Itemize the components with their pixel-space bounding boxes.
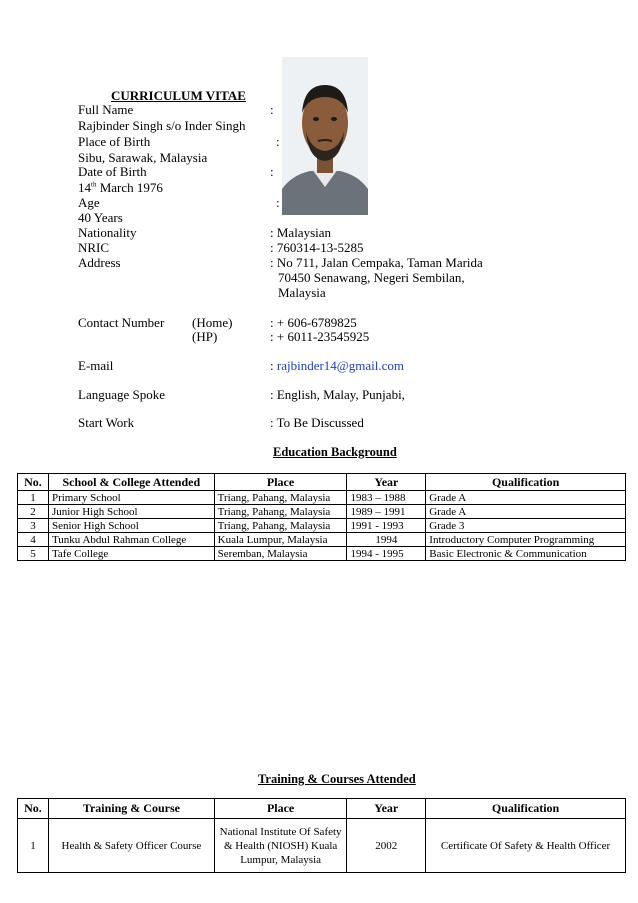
cell-qualification: Grade A xyxy=(426,491,626,505)
cell-year: 1994 xyxy=(347,533,426,547)
cell-school: Senior High School xyxy=(48,519,214,533)
col-no: No. xyxy=(18,474,49,491)
age-colon: : xyxy=(276,195,280,210)
cell-year: 1983 – 1988 xyxy=(347,491,426,505)
place-of-birth-value: Sibu, Sarawak, Malaysia xyxy=(78,150,208,165)
cell-year: 2002 xyxy=(347,819,426,873)
cell-place: Kuala Lumpur, Malaysia xyxy=(214,533,347,547)
address-line-2: 70450 Senawang, Negeri Sembilan, xyxy=(278,270,465,285)
hp-phone: : + 6011-23545925 xyxy=(270,329,370,344)
cell-place: Triang, Pahang, Malaysia xyxy=(214,505,347,519)
cell-school: Tunku Abdul Rahman College xyxy=(48,533,214,547)
start-work-label: Start Work xyxy=(78,415,135,430)
cell-qualification: Introductory Computer Programming xyxy=(426,533,626,547)
cell-year: 1994 - 1995 xyxy=(347,547,426,561)
start-work-value: : To Be Discussed xyxy=(270,415,364,430)
cell-no: 2 xyxy=(18,505,49,519)
cell-year: 1989 – 1991 xyxy=(347,505,426,519)
col-course: Training & Course xyxy=(48,799,214,819)
cell-qualification: Grade 3 xyxy=(426,519,626,533)
col-place: Place xyxy=(214,474,347,491)
education-table xyxy=(17,473,626,561)
cell-qualification: Basic Electronic & Communication xyxy=(426,547,626,561)
age-label: Age xyxy=(78,195,100,210)
language-value: : English, Malay, Punjabi, xyxy=(270,387,405,402)
cell-no: 4 xyxy=(18,533,49,547)
cell-school: Primary School xyxy=(48,491,214,505)
place-of-birth-colon: : xyxy=(276,134,280,149)
cell-place: Seremban, Malaysia xyxy=(214,547,347,561)
cell-year: 1991 - 1993 xyxy=(347,519,426,533)
hp-label: (HP) xyxy=(192,329,218,344)
date-of-birth-colon: : xyxy=(270,164,274,179)
email-label: E-mail xyxy=(78,358,114,373)
cell-no: 5 xyxy=(18,547,49,561)
table-row xyxy=(18,505,626,519)
nationality-value: : Malaysian xyxy=(270,225,332,240)
training-title: Training & Courses Attended xyxy=(258,772,416,786)
cell-course: Health & Safety Officer Course xyxy=(48,819,214,873)
table-row xyxy=(18,819,626,873)
email-link[interactable]: rajbinder14@gmail.com xyxy=(276,358,405,373)
cell-qualification: Certificate Of Safety & Health Officer xyxy=(426,819,626,873)
cell-no: 1 xyxy=(18,819,49,873)
email-row: : rajbinder14@gmail.com xyxy=(270,358,405,373)
col-school: School & College Attended xyxy=(48,474,214,491)
age-value: 40 Years xyxy=(78,210,123,225)
col-year: Year xyxy=(347,799,426,819)
nric-value: : 760314-13-5285 xyxy=(270,240,364,255)
col-place: Place xyxy=(214,799,347,819)
home-phone: : + 606-6789825 xyxy=(270,315,357,330)
contact-label: Contact Number xyxy=(78,315,165,330)
col-no: No. xyxy=(18,799,49,819)
full-name-colon: : xyxy=(270,102,274,117)
address-line-3: Malaysia xyxy=(278,285,326,300)
cell-place: Triang, Pahang, Malaysia xyxy=(214,491,347,505)
table-row xyxy=(18,491,626,505)
cell-qualification: Grade A xyxy=(426,505,626,519)
place-of-birth-label: Place of Birth xyxy=(78,134,151,149)
full-name-label: Full Name xyxy=(78,102,134,117)
col-year: Year xyxy=(347,474,426,491)
date-of-birth-label: Date of Birth xyxy=(78,164,147,179)
training-header-row xyxy=(18,799,626,819)
cell-no: 3 xyxy=(18,519,49,533)
table-row xyxy=(18,519,626,533)
date-of-birth-value: 14th March 1976 xyxy=(78,180,163,195)
address-label: Address xyxy=(78,255,121,270)
cell-school: Junior High School xyxy=(48,505,214,519)
table-row xyxy=(18,533,626,547)
col-qualification: Qualification xyxy=(426,474,626,491)
cell-no: 1 xyxy=(18,491,49,505)
address-line-1: : No 711, Jalan Cempaka, Taman Marida xyxy=(270,255,483,270)
cv-title: CURRICULUM VITAE xyxy=(111,88,246,103)
person-photo-icon xyxy=(282,57,368,215)
profile-photo xyxy=(282,57,368,215)
education-title: Education Background xyxy=(273,445,397,459)
nationality-label: Nationality xyxy=(78,225,137,240)
table-row xyxy=(18,547,626,561)
home-label: (Home) xyxy=(192,315,233,330)
cell-school: Tafe College xyxy=(48,547,214,561)
col-qualification: Qualification xyxy=(426,799,626,819)
training-table xyxy=(17,798,626,873)
language-label: Language Spoke xyxy=(78,387,166,402)
cell-place: Triang, Pahang, Malaysia xyxy=(214,519,347,533)
education-header-row xyxy=(18,474,626,491)
full-name-value: Rajbinder Singh s/o Inder Singh xyxy=(78,118,246,133)
nric-label: NRIC xyxy=(78,240,110,255)
cell-place: National Institute Of Safety & Health (NIOSH) Kuala Lumpur, Malaysia xyxy=(214,819,347,873)
